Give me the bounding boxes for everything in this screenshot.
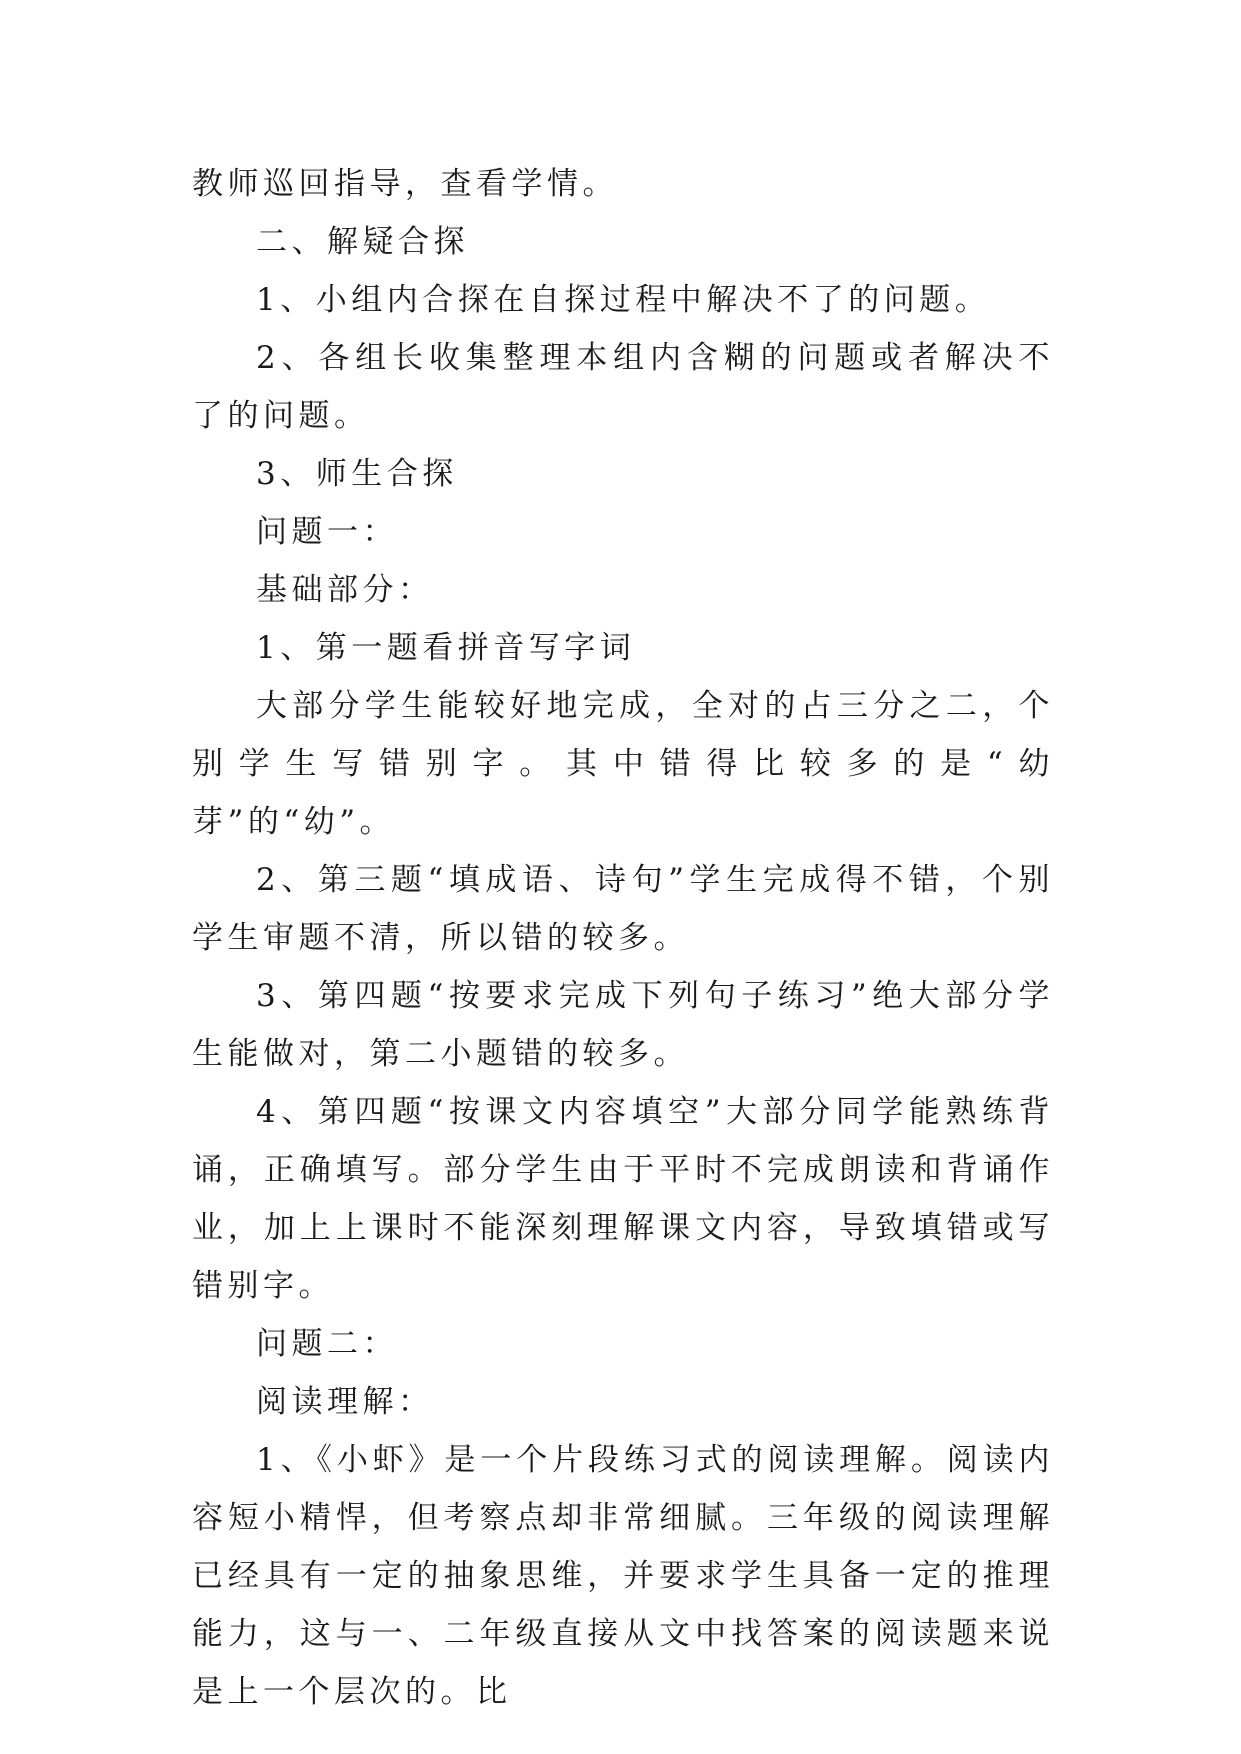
paragraph: 4、第四题“按课文内容填空”大部分同学能熟练背诵，正确填写。部分学生由于平时不完成朗读和背诵作业，加上上课时不能深刻理解课文内容，导致填错或写错别字。 bbox=[192, 1094, 1054, 1304]
section-heading: 二、解疑合探 bbox=[256, 224, 469, 260]
paragraph: 2、第三题“填成语、诗句”学生完成得不错，个别学生审题不清，所以错的较多。 bbox=[192, 862, 1054, 956]
subheading: 基础部分： bbox=[256, 572, 434, 608]
paragraph: 1、小组内合探在自探过程中解决不了的问题。 bbox=[256, 282, 991, 318]
paragraph: 3、师生合探 bbox=[256, 456, 458, 492]
subheading: 问题二： bbox=[256, 1326, 398, 1362]
paragraph: 教师巡回指导，查看学情。 bbox=[192, 166, 618, 202]
document-body bbox=[192, 155, 1054, 1721]
subheading: 问题一： bbox=[256, 514, 398, 550]
paragraph: 大部分学生能较好地完成，全对的占三分之二，个别学生写错别字。其中错得比较多的是“幼芽”的“幼”。 bbox=[192, 688, 1054, 840]
paragraph: 3、第四题“按要求完成下列句子练习”绝大部分学生能做对，第二小题错的较多。 bbox=[192, 978, 1054, 1072]
paragraph: 2、各组长收集整理本组内含糊的问题或者解决不了的问题。 bbox=[192, 340, 1054, 434]
paragraph: 1、第一题看拼音写字词 bbox=[256, 630, 636, 666]
paragraph: 1、《小虾》是一个片段练习式的阅读理解。阅读内容短小精悍，但考察点却非常细腻。三年级的阅读理解已经具有一定的抽象思维，并要求学生具备一定的推理能力，这与一、二年级直接从文中找答案的阅读题来说是上一个层次的。比 bbox=[192, 1442, 1054, 1710]
subheading: 阅读理解： bbox=[256, 1384, 434, 1420]
